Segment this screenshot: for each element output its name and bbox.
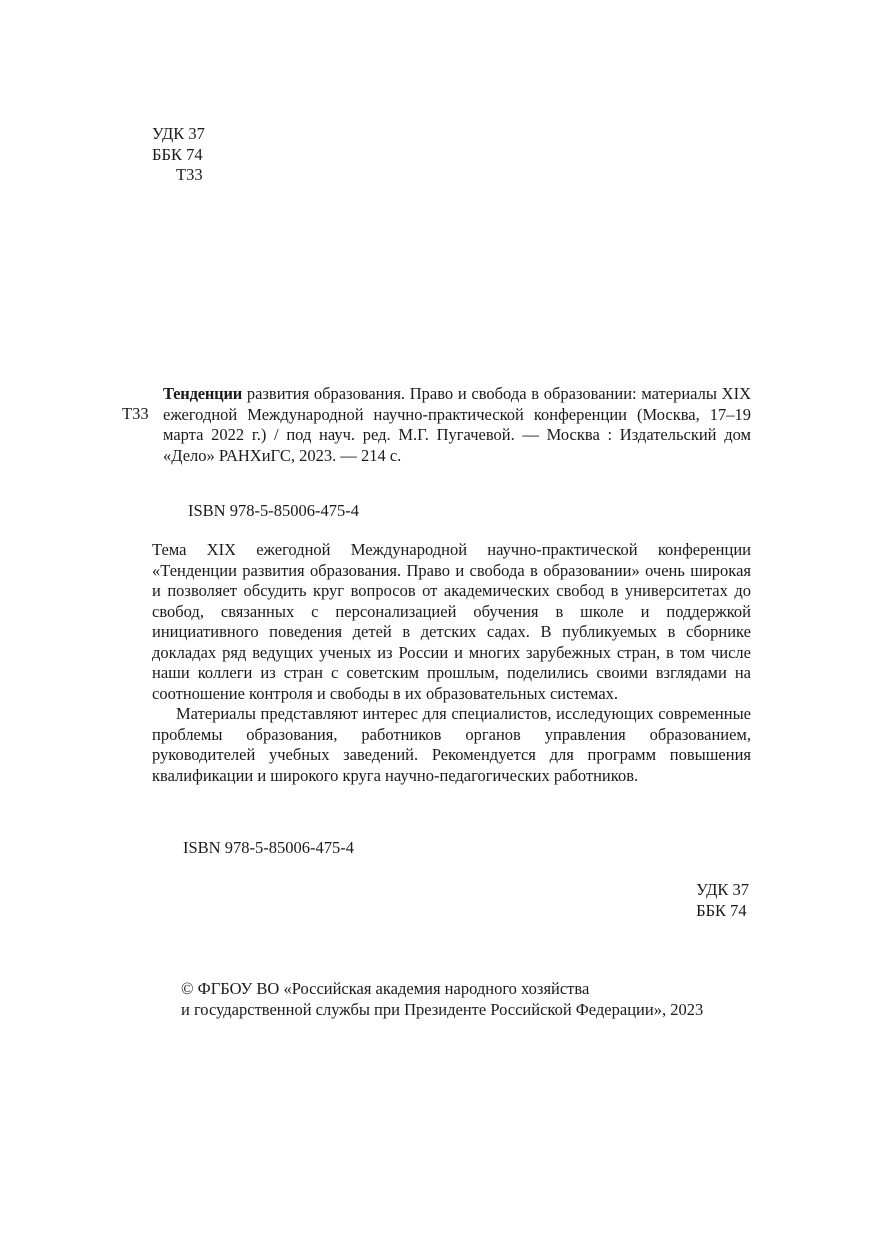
- isbn-bottom: ISBN 978-5-85006-475-4: [183, 838, 354, 857]
- author-mark: Т33: [176, 165, 203, 184]
- copyright-line-2: и государственной службы при Президенте Российской Федерации», 2023: [181, 999, 704, 1019]
- udk-code: УДК 37: [152, 124, 205, 143]
- bbk-code: ББК 74: [152, 144, 203, 164]
- bibliographic-text: развития образования. Право и свобода в образовании: материалы XIX ежегодной Международной научно-практической конференции (Москва, 17–19 марта 2022 г.) / под науч. ред. М.Г. Пугачевой. — Москва : Издательский дом «Дело» РАНХиГС, 2023. — 214 с.: [163, 384, 751, 465]
- annotation-paragraph-2: Материалы представляют интерес для специалистов, исследующих современные проблемы образования, работников органов управления образованием, руководителей учебных заведений. Рекомендуется для программ повышения квалификации и широкого круга научно-педагогических работников.: [152, 704, 751, 785]
- copyright-line-1: © ФГБОУ ВО «Российская академия народного хозяйства: [181, 979, 590, 998]
- bibliographic-record: [163, 384, 751, 466]
- bibliographic-title: Тенденции: [163, 384, 243, 403]
- copyright-notice: [181, 979, 751, 1020]
- classification-codes-bottom: [696, 880, 749, 921]
- classification-codes-top: [152, 124, 205, 186]
- annotation: [152, 540, 751, 786]
- bbk-code-bottom: ББК 74: [696, 900, 747, 920]
- udk-code-bottom: УДК 37: [696, 880, 749, 899]
- side-author-mark: Т33: [122, 404, 149, 423]
- isbn-top: ISBN 978-5-85006-475-4: [188, 501, 359, 520]
- annotation-paragraph-1: Тема XIX ежегодной Международной научно-практической конференции «Тенденции развития образования. Право и свобода в образовании» очень широкая и позволяет обсудить круг вопросов от академических свобод в университетах до свобод, связанных с персонализацией обучения в школе и поддержкой инициативного поведения детей в детских садах. В публикуемых в сборнике докладах ряд ведущих ученых из России и многих зарубежных стран, в том числе наши коллеги из стран с советским прошлым, поделились своими взглядами на соотношение контроля и свободы в их образовательных системах.: [152, 540, 751, 703]
